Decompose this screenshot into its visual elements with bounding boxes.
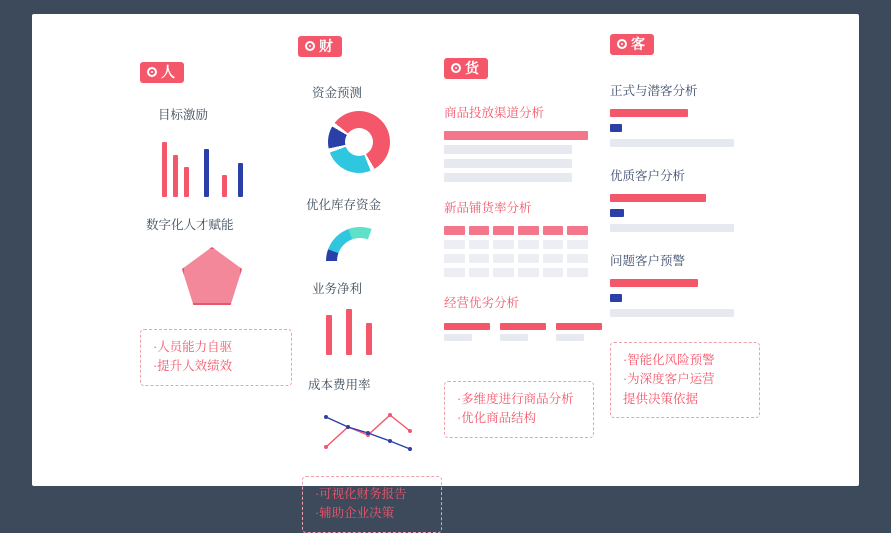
- goods-note-line1: ·多维度进行商品分析: [457, 392, 574, 406]
- bar: [444, 145, 572, 154]
- customer-sub3: 问题客户预警: [610, 254, 686, 268]
- grid-row: [444, 226, 588, 235]
- people-note-line2: ·提升人效绩效: [153, 359, 233, 374]
- section-people-title: 人: [161, 64, 175, 80]
- customer-quality-chart: [610, 194, 734, 233]
- grid-row: [444, 240, 588, 249]
- bar-row: [610, 124, 734, 133]
- bar: [162, 142, 167, 197]
- people-note: [140, 329, 292, 386]
- bar: [444, 131, 588, 140]
- goods-sub1: 商品投放渠道分析: [444, 106, 545, 120]
- customer-note-line2: ·为深度客户运营: [623, 372, 715, 387]
- goods-channel-chart: [444, 131, 588, 182]
- section-finance: [298, 36, 448, 533]
- bar: [238, 163, 243, 197]
- customer-note-line1: ·智能化风险预警: [623, 353, 715, 367]
- customer-sub2: 优质客户分析: [610, 169, 686, 183]
- target-icon: [305, 41, 315, 51]
- section-people-pill: [140, 62, 184, 83]
- bar: [444, 159, 572, 168]
- goods-performance-chart: [444, 323, 614, 345]
- bar: [500, 334, 528, 341]
- finance-sub2: 优化库存资金: [306, 198, 382, 212]
- bar-row: [610, 309, 734, 318]
- finance-line-chart: [322, 401, 448, 458]
- bar: [204, 149, 209, 197]
- section-customer: [610, 34, 775, 418]
- pentagon-shape: [182, 247, 242, 305]
- bar-row: [610, 279, 734, 288]
- section-finance-pill: [298, 36, 342, 57]
- line-chart-svg: [322, 401, 414, 453]
- people-sub2: 数字化人才赋能: [146, 218, 234, 232]
- grid-row: [444, 268, 588, 277]
- mini-card: [556, 323, 602, 345]
- section-finance-title: 财: [319, 38, 333, 54]
- people-sub1: 目标激励: [158, 108, 209, 122]
- gauge-shape: [326, 227, 394, 261]
- bar-row: [610, 109, 734, 118]
- mini-card: [444, 323, 490, 345]
- donut-shape: [328, 111, 390, 173]
- bar-row: [610, 224, 734, 233]
- bar-row: [610, 209, 734, 218]
- goods-newproduct-chart: [444, 226, 588, 277]
- finance-sub1: 资金预测: [312, 86, 363, 100]
- section-goods-pill: [444, 58, 488, 79]
- finance-sub3: 业务净利: [312, 282, 363, 296]
- bar: [556, 323, 602, 330]
- bar: [444, 323, 490, 330]
- bar-row: [610, 139, 734, 148]
- target-icon: [451, 63, 461, 73]
- bar-row: [610, 194, 734, 203]
- bar: [173, 155, 178, 197]
- customer-risk-chart: [610, 279, 734, 318]
- finance-sub4: 成本费用率: [308, 378, 371, 392]
- bar: [444, 334, 472, 341]
- customer-note: [610, 342, 760, 418]
- people-bar-chart: [162, 137, 272, 197]
- customer-sub1: 正式与潜客分析: [610, 84, 698, 98]
- bar: [346, 309, 352, 355]
- grid-row: [444, 254, 588, 263]
- bar: [500, 323, 546, 330]
- mini-card: [500, 323, 546, 345]
- goods-note: [444, 381, 594, 438]
- section-goods: [444, 58, 614, 438]
- target-icon: [617, 39, 627, 49]
- bar: [556, 334, 584, 341]
- finance-netprofit-chart: [326, 309, 396, 355]
- finance-note-line1: ·可视化财务报告: [315, 487, 407, 501]
- customer-note-line3: 提供决策依据: [623, 391, 699, 406]
- bar: [326, 315, 332, 355]
- goods-note-line2: ·优化商品结构: [457, 411, 537, 426]
- bar: [222, 175, 227, 197]
- bar: [184, 167, 189, 197]
- finance-note-line2: ·辅助企业决策: [315, 506, 395, 521]
- goods-sub3: 经营优劣分析: [444, 296, 520, 310]
- goods-sub2: 新品铺货率分析: [444, 201, 532, 215]
- bar: [366, 323, 372, 355]
- finance-donut-chart: [328, 111, 448, 173]
- people-pentagon-chart: [182, 247, 300, 305]
- finance-gauge-chart: [326, 227, 448, 261]
- target-icon: [147, 67, 157, 77]
- bar: [444, 173, 572, 182]
- diagram-canvas: [32, 14, 859, 521]
- customer-formal-chart: [610, 109, 734, 148]
- section-people: [140, 62, 300, 386]
- finance-note: [302, 476, 442, 533]
- bar-row: [610, 294, 734, 303]
- section-customer-title: 客: [631, 36, 645, 52]
- section-goods-title: 货: [465, 60, 479, 76]
- people-note-line1: ·人员能力自驱: [153, 340, 233, 354]
- section-customer-pill: [610, 34, 654, 55]
